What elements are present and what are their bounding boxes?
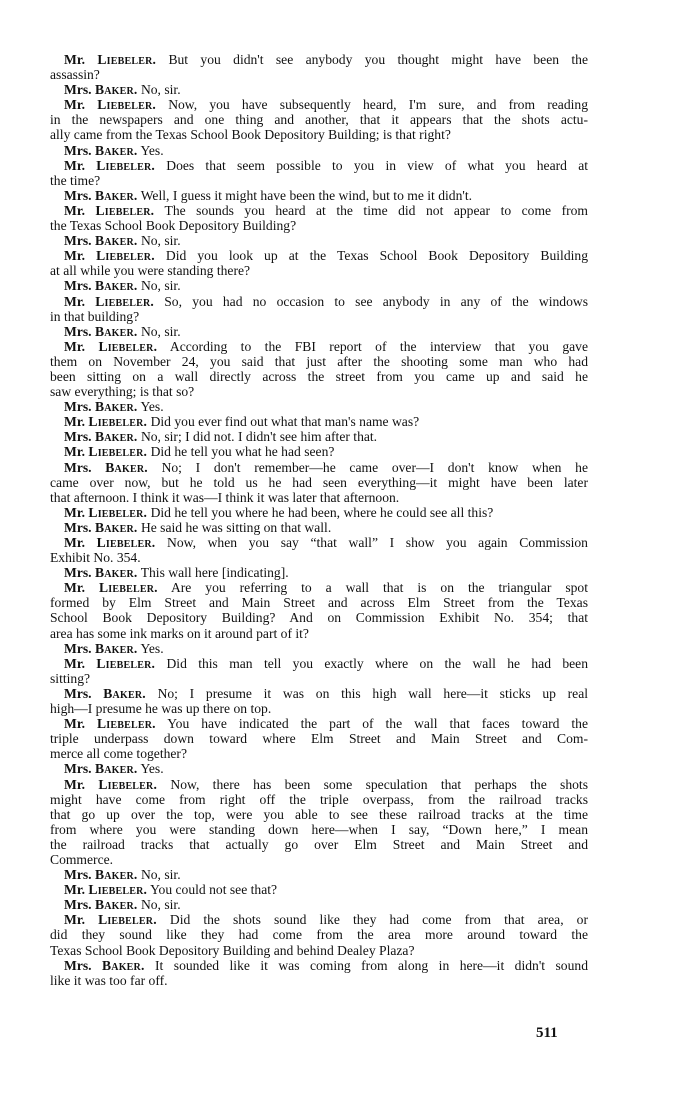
- text-line: [50, 294, 588, 309]
- testimony-paragraph: [50, 716, 588, 761]
- text-line: [50, 912, 588, 927]
- line-text: Commerce.: [50, 851, 114, 867]
- text-line: [50, 143, 588, 158]
- testimony-paragraph: [50, 278, 588, 293]
- line-text: area has some ink marks on it around part of it?: [50, 625, 309, 641]
- text-line: [50, 746, 588, 761]
- line-text: Now, there has been some speculation that perhaps the shots: [170, 776, 588, 792]
- speaker-name: Liebeler.: [96, 157, 155, 173]
- text-line: [50, 761, 588, 776]
- speaker-name: Liebeler.: [88, 504, 148, 520]
- line-text: from where you were standing down here—when I say, “Down here,” I mean: [50, 821, 588, 837]
- testimony-paragraph: [50, 686, 588, 716]
- line-text: It sounded like it was coming from along in here—it didn't sound: [155, 957, 588, 973]
- line-text: at all while you were standing there?: [50, 263, 251, 279]
- line-text: No, sir.: [140, 323, 181, 339]
- line-text: Did this man tell you exactly where on the wall he had been: [166, 655, 589, 671]
- speaker-name: Baker.: [94, 323, 138, 339]
- speaker-name: Baker.: [94, 640, 138, 656]
- testimony-paragraph: [50, 294, 588, 324]
- line-text: This wall here [indicating].: [140, 565, 289, 581]
- speaker-title: Mrs.: [64, 459, 92, 475]
- text-line: [50, 852, 588, 867]
- testimony-paragraph: [50, 399, 588, 414]
- line-text: Did he tell you where he had been, where he could see all this?: [150, 504, 494, 520]
- testimony-paragraph: [50, 520, 588, 535]
- text-line: [50, 475, 588, 490]
- text-line: [50, 173, 588, 188]
- text-line: [50, 656, 588, 671]
- line-text: ally came from the Texas School Book Depository Building; is that right?: [50, 127, 451, 143]
- speaker-name: Liebeler.: [88, 444, 148, 460]
- text-line: [50, 233, 588, 248]
- text-line: [50, 867, 588, 882]
- line-text: He said he was sitting on that wall.: [140, 519, 332, 535]
- text-line: [50, 248, 588, 263]
- line-text: merce all come together?: [50, 746, 187, 762]
- line-text: No; I presume it was on this high wall here—it sticks up real: [157, 685, 589, 701]
- text-line: [50, 520, 588, 535]
- line-text: No, sir.: [140, 897, 181, 913]
- speaker-title: Mrs.: [64, 519, 92, 535]
- text-line: [50, 278, 588, 293]
- speaker-title: Mr.: [64, 882, 86, 898]
- text-line: [50, 792, 588, 807]
- speaker-title: Mr.: [64, 248, 86, 264]
- text-line: [50, 610, 588, 625]
- line-text: that afternoon. I think it was—I think it was later that afternoon.: [50, 489, 400, 505]
- text-line: [50, 354, 588, 369]
- line-text: Are you referring to a wall that is on the triangular spot: [170, 580, 588, 596]
- text-line: [50, 897, 588, 912]
- line-text: that go up over the top, were you able to see these railroad tracks at the time: [50, 806, 588, 822]
- testimony-paragraph: [50, 429, 588, 444]
- text-line: [50, 701, 588, 716]
- speaker-name: Baker.: [94, 565, 138, 581]
- speaker-title: Mr.: [64, 52, 86, 67]
- line-text: No; I don't remember—he came over—I don't know when he: [161, 459, 589, 475]
- text-line: [50, 263, 588, 278]
- speaker-title: Mr.: [64, 444, 86, 460]
- text-line: [50, 112, 588, 127]
- line-text: came over now, but he told us he had seen everything—it might have been later: [50, 474, 588, 490]
- testimony-paragraph: [50, 203, 588, 233]
- speaker-name: Liebeler.: [95, 202, 155, 218]
- speaker-name: Liebeler.: [88, 882, 148, 898]
- text-line: [50, 837, 588, 852]
- line-text: formed by Elm Street and Main Street and across Elm Street from the Texas: [50, 595, 588, 611]
- speaker-title: Mrs.: [64, 278, 92, 294]
- text-line: [50, 399, 588, 414]
- line-text: Did you look up at the Texas School Book Depository Building: [165, 248, 589, 264]
- text-line: [50, 218, 588, 233]
- text-line: [50, 203, 588, 218]
- speaker-name: Liebeler.: [98, 338, 158, 354]
- speaker-name: Liebeler.: [97, 52, 157, 67]
- speaker-title: Mr.: [64, 414, 86, 430]
- text-line: [50, 535, 588, 550]
- testimony-paragraph: [50, 339, 588, 399]
- speaker-title: Mrs.: [64, 323, 92, 339]
- testimony-paragraph: [50, 882, 588, 897]
- testimony-paragraph: [50, 897, 588, 912]
- speaker-name: Baker.: [94, 233, 138, 249]
- line-text: Now, when you say “that wall” I show you again Commission: [167, 535, 588, 550]
- speaker-name: Baker.: [94, 82, 138, 98]
- line-text: Did you ever find out what that man's name was?: [150, 414, 420, 430]
- line-text: No, sir; I did not. I didn't see him after that.: [140, 429, 378, 445]
- speaker-name: Baker.: [94, 399, 138, 415]
- testimony-paragraph: [50, 505, 588, 520]
- testimony-paragraph: [50, 97, 588, 142]
- line-text: According to the FBI report of the interview that you gave: [169, 338, 589, 354]
- testimony-paragraph: [50, 761, 588, 776]
- testimony-paragraph: [50, 958, 588, 988]
- line-text: high—I presume he was up there on top.: [50, 701, 272, 717]
- testimony-text: [50, 52, 588, 988]
- text-line: [50, 927, 588, 942]
- line-text: You have indicated the part of the wall that faces toward the: [167, 716, 588, 732]
- text-line: [50, 339, 588, 354]
- testimony-paragraph: [50, 535, 588, 565]
- speaker-name: Baker.: [94, 429, 138, 445]
- text-line: [50, 807, 588, 822]
- text-line: [50, 626, 588, 641]
- testimony-paragraph: [50, 912, 588, 957]
- testimony-paragraph: [50, 143, 588, 158]
- text-line: [50, 324, 588, 339]
- testimony-paragraph: [50, 82, 588, 97]
- line-text: been sitting on a wall directly across the street from you came up and said he: [50, 368, 588, 384]
- speaker-title: Mr.: [64, 535, 86, 550]
- text-line: [50, 309, 588, 324]
- speaker-title: Mrs.: [64, 429, 92, 445]
- speaker-name: Baker.: [102, 957, 145, 973]
- text-line: [50, 67, 588, 82]
- line-text: You could not see that?: [150, 882, 278, 898]
- speaker-title: Mrs.: [64, 761, 92, 777]
- text-line: [50, 188, 588, 203]
- testimony-paragraph: [50, 158, 588, 188]
- line-text: assassin?: [50, 67, 100, 83]
- line-text: Did he tell you what he had seen?: [150, 444, 335, 460]
- speaker-title: Mrs.: [64, 233, 92, 249]
- speaker-title: Mr.: [64, 580, 86, 596]
- testimony-paragraph: [50, 414, 588, 429]
- speaker-title: Mrs.: [64, 187, 92, 203]
- text-line: [50, 505, 588, 520]
- line-text: did they sound like they had come from the area more around toward the: [50, 927, 588, 943]
- speaker-name: Liebeler.: [96, 248, 155, 264]
- speaker-title: Mr.: [64, 293, 86, 309]
- text-line: [50, 943, 588, 958]
- speaker-name: Liebeler.: [98, 580, 158, 596]
- line-text: Does that seem possible to you in view of what you heard at: [166, 157, 588, 173]
- speaker-name: Liebeler.: [95, 293, 154, 309]
- speaker-name: Baker.: [94, 142, 138, 158]
- line-text: But you didn't see anybody you thought might have been the: [168, 52, 588, 67]
- line-text: School Book Depository Building? And on Commission Exhibit No. 354; that: [50, 610, 588, 626]
- speaker-name: Baker.: [103, 685, 146, 701]
- speaker-title: Mrs.: [64, 142, 92, 158]
- speaker-name: Liebeler.: [96, 716, 156, 732]
- text-line: [50, 973, 588, 988]
- line-text: saw everything; is that so?: [50, 384, 195, 400]
- text-line: [50, 444, 588, 459]
- line-text: No, sir.: [140, 867, 181, 883]
- speaker-title: Mr.: [64, 202, 86, 218]
- line-text: Yes.: [140, 142, 164, 158]
- speaker-name: Baker.: [105, 459, 148, 475]
- testimony-paragraph: [50, 460, 588, 505]
- line-text: Well, I guess it might have been the wind, but to me it didn't.: [140, 187, 473, 203]
- text-line: [50, 158, 588, 173]
- text-line: [50, 429, 588, 444]
- speaker-name: Baker.: [94, 761, 138, 777]
- testimony-paragraph: [50, 641, 588, 656]
- text-line: [50, 384, 588, 399]
- speaker-title: Mrs.: [64, 565, 92, 581]
- speaker-title: Mrs.: [64, 685, 92, 701]
- line-text: the railroad tracks that actually go over Elm Street and Main Street and: [50, 836, 588, 852]
- speaker-title: Mr.: [64, 655, 86, 671]
- text-line: [50, 97, 588, 112]
- speaker-name: Baker.: [94, 187, 138, 203]
- testimony-paragraph: [50, 580, 588, 640]
- text-line: [50, 490, 588, 505]
- speaker-title: Mrs.: [64, 82, 92, 98]
- text-line: [50, 550, 588, 565]
- text-line: [50, 565, 588, 580]
- testimony-paragraph: [50, 52, 588, 82]
- testimony-paragraph: [50, 248, 588, 278]
- speaker-name: Baker.: [94, 519, 138, 535]
- line-text: in that building?: [50, 308, 140, 324]
- testimony-paragraph: [50, 444, 588, 459]
- text-line: [50, 369, 588, 384]
- line-text: So, you had no occasion to see anybody in any of the windows: [164, 293, 588, 309]
- line-text: No, sir.: [140, 278, 181, 294]
- text-line: [50, 580, 588, 595]
- text-line: [50, 716, 588, 731]
- text-line: [50, 127, 588, 142]
- testimony-paragraph: [50, 324, 588, 339]
- line-text: the Texas School Book Depository Building?: [50, 218, 297, 234]
- text-line: [50, 52, 588, 67]
- line-text: triple underpass down toward where Elm Street and Main Street and Com-: [50, 731, 588, 747]
- line-text: Yes.: [140, 399, 164, 415]
- testimony-paragraph: [50, 777, 588, 868]
- speaker-title: Mr.: [64, 776, 86, 792]
- speaker-name: Liebeler.: [97, 97, 156, 113]
- text-line: [50, 882, 588, 897]
- speaker-title: Mr.: [64, 157, 86, 173]
- speaker-title: Mrs.: [64, 867, 92, 883]
- speaker-name: Liebeler.: [98, 912, 157, 928]
- speaker-title: Mrs.: [64, 897, 92, 913]
- speaker-title: Mrs.: [64, 957, 92, 973]
- speaker-name: Liebeler.: [98, 776, 158, 792]
- page-number: 511: [536, 1025, 558, 1041]
- line-text: sitting?: [50, 670, 91, 686]
- text-line: [50, 777, 588, 792]
- text-line: [50, 671, 588, 686]
- text-line: [50, 414, 588, 429]
- line-text: Yes.: [140, 640, 164, 656]
- speaker-title: Mr.: [64, 338, 86, 354]
- text-line: [50, 822, 588, 837]
- speaker-name: Liebeler.: [88, 414, 148, 430]
- line-text: them on November 24, you said that just after the shooting some man who had: [50, 353, 588, 369]
- testimony-paragraph: [50, 867, 588, 882]
- line-text: The sounds you heard at the time did not appear to come from: [164, 202, 589, 218]
- text-line: [50, 641, 588, 656]
- text-line: [50, 460, 588, 475]
- line-text: the time?: [50, 172, 101, 188]
- speaker-name: Baker.: [94, 867, 138, 883]
- line-text: No, sir.: [140, 233, 181, 249]
- speaker-title: Mrs.: [64, 640, 92, 656]
- speaker-name: Liebeler.: [96, 535, 156, 550]
- testimony-paragraph: [50, 565, 588, 580]
- text-line: [50, 82, 588, 97]
- line-text: Texas School Book Depository Building and behind Dealey Plaza?: [50, 942, 415, 958]
- line-text: might have come from right off the triple overpass, from the railroad tracks: [50, 791, 588, 807]
- line-text: Did the shots sound like they had come from that area, or: [169, 912, 588, 928]
- line-text: No, sir.: [140, 82, 181, 98]
- text-line: [50, 958, 588, 973]
- speaker-name: Baker.: [94, 278, 138, 294]
- line-text: Yes.: [140, 761, 164, 777]
- text-line: [50, 731, 588, 746]
- speaker-name: Liebeler.: [96, 655, 156, 671]
- line-text: Now, you have subsequently heard, I'm sure, and from reading: [168, 97, 589, 113]
- speaker-title: Mr.: [64, 97, 86, 113]
- speaker-title: Mr.: [64, 912, 86, 928]
- speaker-title: Mr.: [64, 504, 86, 520]
- testimony-paragraph: [50, 233, 588, 248]
- testimony-paragraph: [50, 656, 588, 686]
- speaker-title: Mr.: [64, 716, 86, 732]
- text-line: [50, 686, 588, 701]
- line-text: in the newspapers and one thing and another, that it appears that the shots actu-: [50, 112, 588, 128]
- line-text: like it was too far off.: [50, 972, 168, 988]
- line-text: Exhibit No. 354.: [50, 550, 141, 566]
- speaker-name: Baker.: [94, 897, 138, 913]
- testimony-paragraph: [50, 188, 588, 203]
- text-line: [50, 595, 588, 610]
- speaker-title: Mrs.: [64, 399, 92, 415]
